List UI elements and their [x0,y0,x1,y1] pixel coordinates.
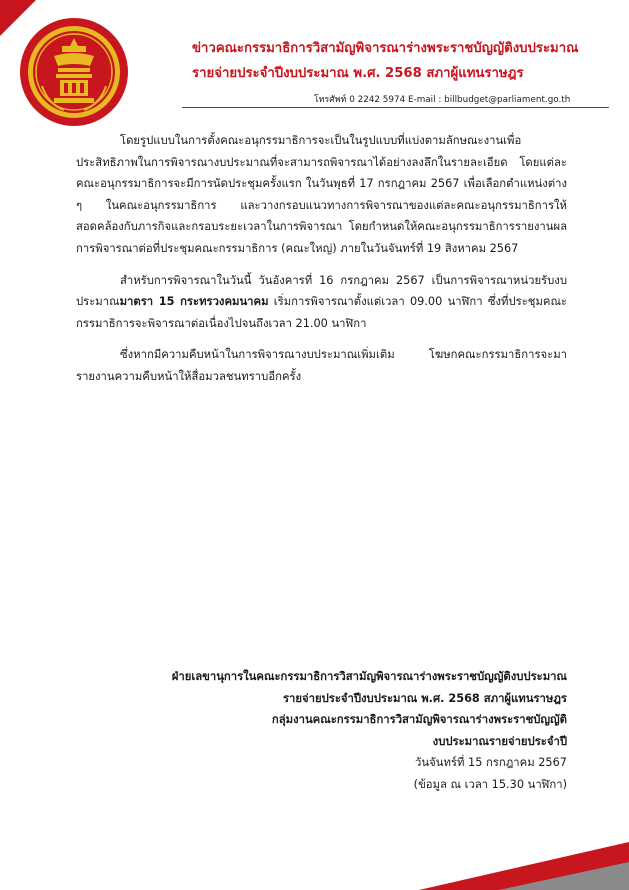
paragraph-2-bold: มาตรา 15 กระทรวงคมนาคม [119,295,269,309]
signature-line-4: งบประมาณรายจ่ายประจำปี [432,734,567,748]
signature-line-2: รายจ่ายประจำปีงบประมาณ พ.ศ. 2568 สภาผู้แทนราษฎร [282,691,567,705]
corner-accent-bottom-right-gray [499,862,629,890]
signature-line-1: ฝ่ายเลขานุการในคณะกรรมาธิการวิสามัญพิจารณาร่างพระราชบัญญัติงบประมาณ [171,670,567,683]
paragraph-2-text-b: เริ่มการพิจารณาตั้งแต่เวลา 09.00 นาฬิกา ซึ่งที่ประชุมคณะกรรมาธิการจะพิจารณาต่อเนื่องไปจนถึงเวลา 21.00 นาฬิกา [76,295,567,330]
paragraph-1: โดยรูปแบบในการตั้งคณะอนุกรรมาธิการจะเป็นในรูปแบบที่แบ่งตามลักษณะงานเพื่อประสิทธิภาพในการพิจารณางบประมาณที่จะสามารถพิจารณาได้อย่างลงลึกในรายละเอียด โดยแต่ละคณะอนุกรรมาธิการจะมีการนัดประชุมครั้งแรก ในวันพุธที่ 17 กรกฎาคม 2567 เพื่อเลือกตำแหน่งต่าง ๆ ในคณะอนุกรรมาธิการ และวางกรอบแนวทางการพิจารณาของแต่ละคณะอนุกรรมาธิการให้สอดคล้องกับภารกิจและกรอบระยะเวลาในการพิจารณา โดยกำหนดให้คณะอนุกรรมาธิการรายงานผลการพิจารณาต่อที่ประชุมคณะกรรมาธิการ (คณะใหญ่) ภายในวันจันทร์ที่ 19 สิงหาคม 2567 [76,134,567,255]
title-line-2: รายจ่ายประจำปีงบประมาณ พ.ศ. 2568 สภาผู้แทนราษฎร [192,66,524,81]
contact-info: โทรศัพท์ 0 2242 5974 E-mail : billbudget@parliament.go.th [314,95,571,105]
paragraph-2 [76,270,567,335]
page-title [192,36,612,86]
news-body [76,130,567,398]
paragraph-3: ซึ่งหากมีความคืบหน้าในการพิจารณางบประมาณเพิ่มเติม โฆษกคณะกรรมาธิการจะมารายงานความคืบหน้าให้สื่อมวลชนทราบอีกครั้ง [76,348,567,383]
header-divider [182,107,609,108]
signature-date: วันจันทร์ที่ 15 กรกฎาคม 2567 [415,756,567,770]
signature-time: (ข้อมูล ณ เวลา 15.30 นาฬิกา) [413,777,567,791]
parliament-seal-icon [18,16,130,128]
signature-line-3: กลุ่มงานคณะกรรมาธิการวิสามัญพิจารณาร่างพระราชบัญญัติ [271,713,567,727]
paragraph-2-text-a: สำหรับการพิจารณาในวันนี้ วันอังคารที่ 16 กรกฎาคม 2567 เป็นการพิจารณาหน่วยรับงบประมาณ [76,273,567,309]
signature-block [172,666,567,796]
title-line-1: ข่าวคณะกรรมาธิการวิสามัญพิจารณาร่างพระราชบัญญัติงบประมาณ [192,41,579,56]
